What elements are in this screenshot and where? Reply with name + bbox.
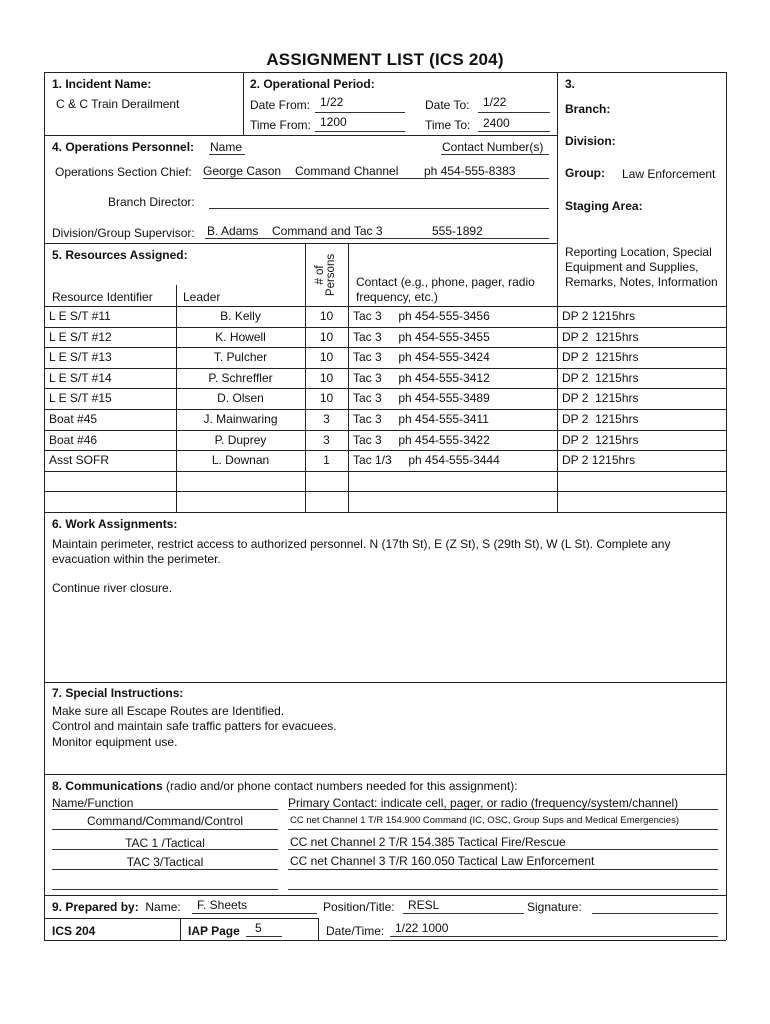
resources-label: 5. Resources Assigned: (52, 248, 188, 262)
resource-contact: Tac 3 ph 454-555-3422 (353, 433, 490, 447)
osc-label: Operations Section Chief: (55, 165, 192, 179)
resource-contact: Tac 3 ph 454-555-3424 (353, 350, 490, 364)
branch-director-label: Branch Director: (108, 195, 195, 209)
time-to-line (478, 131, 550, 132)
resource-contact: Tac 3 ph 454-555-3455 (353, 330, 490, 344)
divider-footer-iap (180, 918, 181, 940)
divider-section3 (557, 72, 558, 512)
prepared-position-line (403, 913, 524, 914)
comms-row-3-name-line (52, 869, 278, 870)
comms-row-3-contact-line (288, 869, 718, 870)
personnel-label: 4. Operations Personnel: (52, 140, 195, 154)
work-text: Maintain perimeter, restrict access to authorized personnel. N (17th St), E (Z St), S (29th St), W (L St). Complete any evacuation within the perimeter. (52, 537, 671, 566)
resource-persons: 3 (323, 433, 330, 447)
table-row-divider (44, 347, 726, 348)
prepared-name-label: Name: (145, 900, 181, 914)
resource-contact: Tac 1/3 ph 454-555-3444 (353, 453, 500, 467)
resource-identifier: Asst SOFR (49, 453, 110, 467)
branch-director-line (209, 208, 549, 209)
time-to-label: Time To: (425, 118, 471, 132)
frame-bottom (44, 940, 726, 941)
period-label: 2. Operational Period: (250, 77, 375, 91)
comms-row-4-contact-line (288, 889, 718, 890)
resource-leader: P. Duprey (214, 433, 267, 447)
resource-reporting: DP 2 1215hrs (562, 433, 639, 447)
special-line-2: Control and maintain safe traffic patters for evacuees. (52, 719, 337, 733)
group-value: Law Enforcement (622, 167, 716, 181)
comms-row-1-contact: CC net Channel 1 T/R 154.900 Command (IC, OSC, Group Sups and Medical Emergencies) (290, 815, 679, 826)
resource-identifier: L E S/T #13 (49, 350, 112, 364)
iap-label: IAP Page (188, 924, 240, 938)
special-label: 7. Special Instructions: (52, 686, 184, 700)
resource-contact: Tac 3 ph 454-555-3411 (353, 412, 489, 426)
resource-identifier: L E S/T #11 (49, 309, 111, 323)
personnel-name-header: Name (210, 140, 243, 154)
resource-leader: J. Mainwaring (203, 412, 278, 426)
divider-footer-date (318, 918, 319, 940)
dgs-name: B. Adams (207, 224, 259, 238)
dgs-phone: 555-1892 (432, 224, 483, 238)
table-row-divider (44, 388, 726, 389)
osc-name: George Cason (203, 164, 282, 178)
resource-reporting: DP 2 1215hrs (562, 391, 639, 405)
dgs-channel: Command and Tac 3 (272, 224, 383, 238)
comms-row-1-name-line (52, 829, 278, 830)
incident-label: 1. Incident Name: (52, 77, 152, 91)
comms-row-3-contact: CC net Channel 3 T/R 160.050 Tactical Law Enforcement (290, 854, 595, 868)
comms-row-2-name-line (52, 849, 278, 850)
staging-label: Staging Area: (565, 199, 643, 213)
resource-identifier: L E S/T #12 (49, 330, 112, 344)
resource-persons: 10 (319, 391, 334, 405)
comms-label-note: (radio and/or phone contact numbers needed for this assignment): (162, 779, 518, 793)
resource-identifier: L E S/T #14 (49, 371, 112, 385)
osc-channel: Command Channel (295, 164, 399, 178)
time-from-line (315, 131, 405, 132)
contact-header-underline (441, 154, 549, 155)
comms-row-2-contact: CC net Channel 2 T/R 154.385 Tactical Fire/Rescue (290, 835, 566, 849)
divider-footer (44, 918, 318, 919)
division-label: Division: (565, 134, 616, 148)
comms-name-header: Name/Function (52, 796, 134, 810)
resource-reporting: DP 2 1215hrs (562, 330, 639, 344)
frame-left (44, 72, 45, 940)
osc-phone: ph 454-555-8383 (424, 164, 516, 178)
resource-persons: 3 (323, 412, 330, 426)
col-persons-header-line2: Persons (325, 253, 337, 297)
resource-persons: 10 (319, 371, 334, 385)
comms-name-header-line (52, 809, 278, 810)
resource-leader: D. Olsen (217, 391, 264, 405)
branch-label: Branch: (565, 102, 611, 116)
signature-line[interactable] (592, 913, 718, 914)
iap-page-line (246, 936, 282, 937)
resource-identifier: Boat #45 (49, 412, 98, 426)
prepared-name: F. Sheets (197, 898, 248, 912)
resource-reporting: DP 2 1215hrs (562, 412, 639, 426)
datetime-label: Date/Time: (326, 924, 385, 938)
resource-leader: L. Downan (211, 453, 270, 467)
resource-reporting: DP 2 1215hrs (562, 453, 636, 467)
divider-section7 (44, 682, 726, 683)
prepared-name-line (192, 913, 317, 914)
comms-contact-header-line (288, 809, 718, 810)
resource-reporting: DP 2 1215hrs (562, 371, 639, 385)
form-id: ICS 204 (52, 924, 96, 938)
col-reporting-header: Reporting Location, Special Equipment and Supplies, Remarks, Notes, Information (565, 245, 718, 289)
special-line-3: Monitor equipment use. (52, 735, 178, 749)
special-line-1: Make sure all Escape Routes are Identified. (52, 704, 285, 718)
comms-row-1-name: Command/Command/Control (86, 814, 244, 828)
resource-leader: P. Schreffler (208, 371, 273, 385)
prepared-signature-label: Signature: (527, 900, 582, 914)
section3-label: 3. (565, 77, 576, 91)
divider-row4 (44, 243, 557, 244)
date-from-label: Date From: (250, 98, 311, 112)
divider-section9 (44, 895, 726, 896)
time-from-label: Time From: (250, 118, 311, 132)
dgs-line (205, 238, 549, 239)
incident-name: C & C Train Derailment (56, 97, 180, 111)
comms-row-2-name: TAC 1 /Tactical (125, 836, 205, 850)
table-row-divider (44, 409, 726, 410)
resource-contact: Tac 3 ph 454-555-3412 (353, 371, 490, 385)
prepared-label: 9. Prepared by: (52, 900, 139, 914)
date-from-line (315, 112, 405, 113)
col-persons-header (315, 247, 339, 303)
comms-row-3-name: TAC 3/Tactical (126, 855, 204, 869)
personnel-contact-header: Contact Number(s) (442, 140, 544, 154)
comms-row-4-name-line (52, 889, 278, 890)
col-identifier-header: Resource Identifier (52, 290, 153, 304)
iap-page: 5 (255, 921, 262, 935)
date-to-line (478, 112, 550, 113)
prepared-position: RESL (408, 898, 440, 912)
comms-row-2-contact-line (288, 849, 718, 850)
work-label: 6. Work Assignments: (52, 517, 178, 531)
group-label: Group: (565, 166, 605, 180)
form-title: ASSIGNMENT LIST (ICS 204) (266, 50, 504, 69)
datetime-value: 1/22 1000 (395, 921, 449, 935)
divider-row1 (44, 135, 557, 136)
dgs-label: Division/Group Supervisor: (52, 226, 195, 240)
resource-identifier: Boat #46 (49, 433, 98, 447)
resource-leader: T. Pulcher (213, 350, 268, 364)
table-row-divider (44, 368, 726, 369)
resource-reporting: DP 2 1215hrs (562, 350, 639, 364)
datetime-line (390, 936, 718, 937)
time-from-value: 1200 (320, 115, 347, 129)
frame-right (726, 72, 727, 940)
frame-top (44, 72, 726, 73)
osc-line (203, 178, 549, 179)
divider-section8 (44, 774, 726, 775)
resource-persons: 1 (323, 453, 330, 467)
prepared-heading (52, 900, 181, 914)
date-from-value: 1/22 (320, 95, 344, 109)
work-text-2: Continue river closure. (52, 581, 173, 595)
divider-section6 (44, 512, 726, 513)
time-to-value: 2400 (483, 116, 510, 130)
comms-contact-header: Primary Contact: indicate cell, pager, or radio (frequency/system/channel) (288, 796, 679, 810)
resource-persons: 10 (319, 330, 334, 344)
table-row-divider (44, 471, 726, 472)
col-contact-header: Contact (e.g., phone, pager, radio frequency, etc.) (356, 275, 535, 304)
comms-label: 8. Communications (52, 779, 163, 793)
resource-persons: 10 (319, 309, 334, 323)
comms-row-1-contact-line (288, 829, 718, 830)
resource-persons: 10 (319, 350, 334, 364)
col-leader-header: Leader (183, 290, 221, 304)
resources-header-bottom (44, 306, 726, 307)
table-row-divider (44, 430, 726, 431)
date-to-value: 1/22 (483, 95, 507, 109)
resource-leader: B. Kelly (220, 309, 261, 323)
table-row-divider (44, 491, 726, 492)
date-to-label: Date To: (425, 98, 470, 112)
resource-reporting: DP 2 1215hrs (562, 309, 636, 323)
prepared-position-label: Position/Title: (323, 900, 395, 914)
resource-contact: Tac 3 ph 454-555-3489 (353, 391, 490, 405)
table-row-divider (44, 327, 726, 328)
divider-incident (243, 72, 244, 135)
name-header-underline (209, 154, 245, 155)
resource-identifier: L E S/T #15 (49, 391, 112, 405)
table-row-divider (44, 450, 726, 451)
col-persons-header-line1: # of (314, 265, 326, 285)
comms-heading (52, 779, 518, 793)
resource-leader: K. Howell (215, 330, 266, 344)
resource-contact: Tac 3 ph 454-555-3456 (353, 309, 490, 323)
